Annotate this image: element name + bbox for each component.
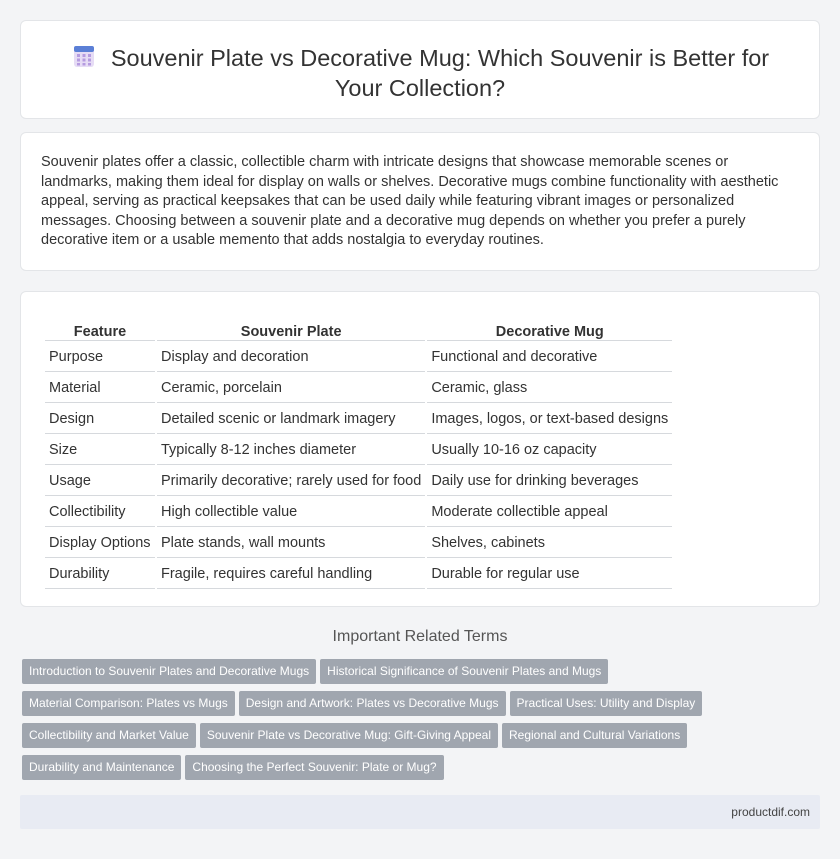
comparison-table	[43, 314, 674, 591]
related-term-tag[interactable]: Introduction to Souvenir Plates and Decorative Mugs	[22, 659, 316, 684]
header-card	[20, 20, 820, 119]
cell-feature: Design	[45, 405, 155, 434]
related-term-tag[interactable]: Historical Significance of Souvenir Plates and Mugs	[320, 659, 608, 684]
cell-feature: Durability	[45, 560, 155, 589]
footer-bar	[20, 795, 820, 829]
table-row	[45, 374, 672, 403]
table-row	[45, 405, 672, 434]
related-term-tag[interactable]: Regional and Cultural Variations	[502, 723, 687, 748]
table-row	[45, 436, 672, 465]
cell-souvenir-plate: Detailed scenic or landmark imagery	[157, 405, 425, 434]
cell-souvenir-plate: High collectible value	[157, 498, 425, 527]
related-terms-list	[22, 659, 822, 787]
related-term-tag[interactable]: Choosing the Perfect Souvenir: Plate or Mug?	[185, 755, 443, 780]
cell-souvenir-plate: Typically 8-12 inches diameter	[157, 436, 425, 465]
cell-souvenir-plate: Fragile, requires careful handling	[157, 560, 425, 589]
cell-feature: Collectibility	[45, 498, 155, 527]
page-title: Souvenir Plate vs Decorative Mug: Which Souvenir is Better for Your Collection?	[110, 45, 770, 101]
column-header-decorative-mug: Decorative Mug	[427, 316, 672, 341]
table-header-row	[45, 316, 672, 341]
cell-decorative-mug: Moderate collectible appeal	[427, 498, 672, 527]
cell-souvenir-plate: Plate stands, wall mounts	[157, 529, 425, 558]
cell-souvenir-plate: Display and decoration	[157, 343, 425, 372]
related-terms-heading: Important Related Terms	[332, 628, 508, 645]
summary-card	[20, 132, 820, 271]
cell-decorative-mug: Functional and decorative	[427, 343, 672, 372]
related-term-tag[interactable]: Material Comparison: Plates vs Mugs	[22, 691, 235, 716]
cell-feature: Size	[45, 436, 155, 465]
cell-decorative-mug: Daily use for drinking beverages	[427, 467, 672, 496]
related-term-tag[interactable]: Practical Uses: Utility and Display	[510, 691, 703, 716]
cell-feature: Purpose	[45, 343, 155, 372]
calculator-icon	[71, 43, 97, 69]
footer-site-name: productdif.com	[731, 805, 810, 819]
cell-feature: Material	[45, 374, 155, 403]
column-header-feature: Feature	[45, 316, 155, 341]
cell-feature: Usage	[45, 467, 155, 496]
table-row	[45, 529, 672, 558]
cell-decorative-mug: Usually 10-16 oz capacity	[427, 436, 672, 465]
cell-souvenir-plate: Primarily decorative; rarely used for food	[157, 467, 425, 496]
cell-decorative-mug: Durable for regular use	[427, 560, 672, 589]
related-term-tag[interactable]: Design and Artwork: Plates vs Decorative Mugs	[239, 691, 506, 716]
table-row	[45, 498, 672, 527]
table-row	[45, 343, 672, 372]
related-term-tag[interactable]: Collectibility and Market Value	[22, 723, 196, 748]
cell-decorative-mug: Images, logos, or text-based designs	[427, 405, 672, 434]
table-row	[45, 467, 672, 496]
cell-decorative-mug: Shelves, cabinets	[427, 529, 672, 558]
comparison-card	[20, 291, 820, 607]
related-term-tag[interactable]: Souvenir Plate vs Decorative Mug: Gift-Giving Appeal	[200, 723, 498, 748]
cell-decorative-mug: Ceramic, glass	[427, 374, 672, 403]
table-row	[45, 560, 672, 589]
summary-paragraph: Souvenir plates offer a classic, collectible charm with intricate designs that showcase memorable scenes or landmarks, making them ideal for display on walls or shelves. Decorative mugs combine functionality with aesthetic appeal, serving as practical keepsakes that can be used daily while featuring vibrant images or personalized messages. Choosing between a souvenir plate and a decorative mug depends on whether you prefer a purely decorative item or a usable memento that adds nostalgia to everyday routines.	[41, 154, 779, 248]
title-row	[61, 43, 779, 103]
cell-feature: Display Options	[45, 529, 155, 558]
related-term-tag[interactable]: Durability and Maintenance	[22, 755, 181, 780]
table-body	[45, 343, 672, 589]
cell-souvenir-plate: Ceramic, porcelain	[157, 374, 425, 403]
column-header-souvenir-plate: Souvenir Plate	[157, 316, 425, 341]
